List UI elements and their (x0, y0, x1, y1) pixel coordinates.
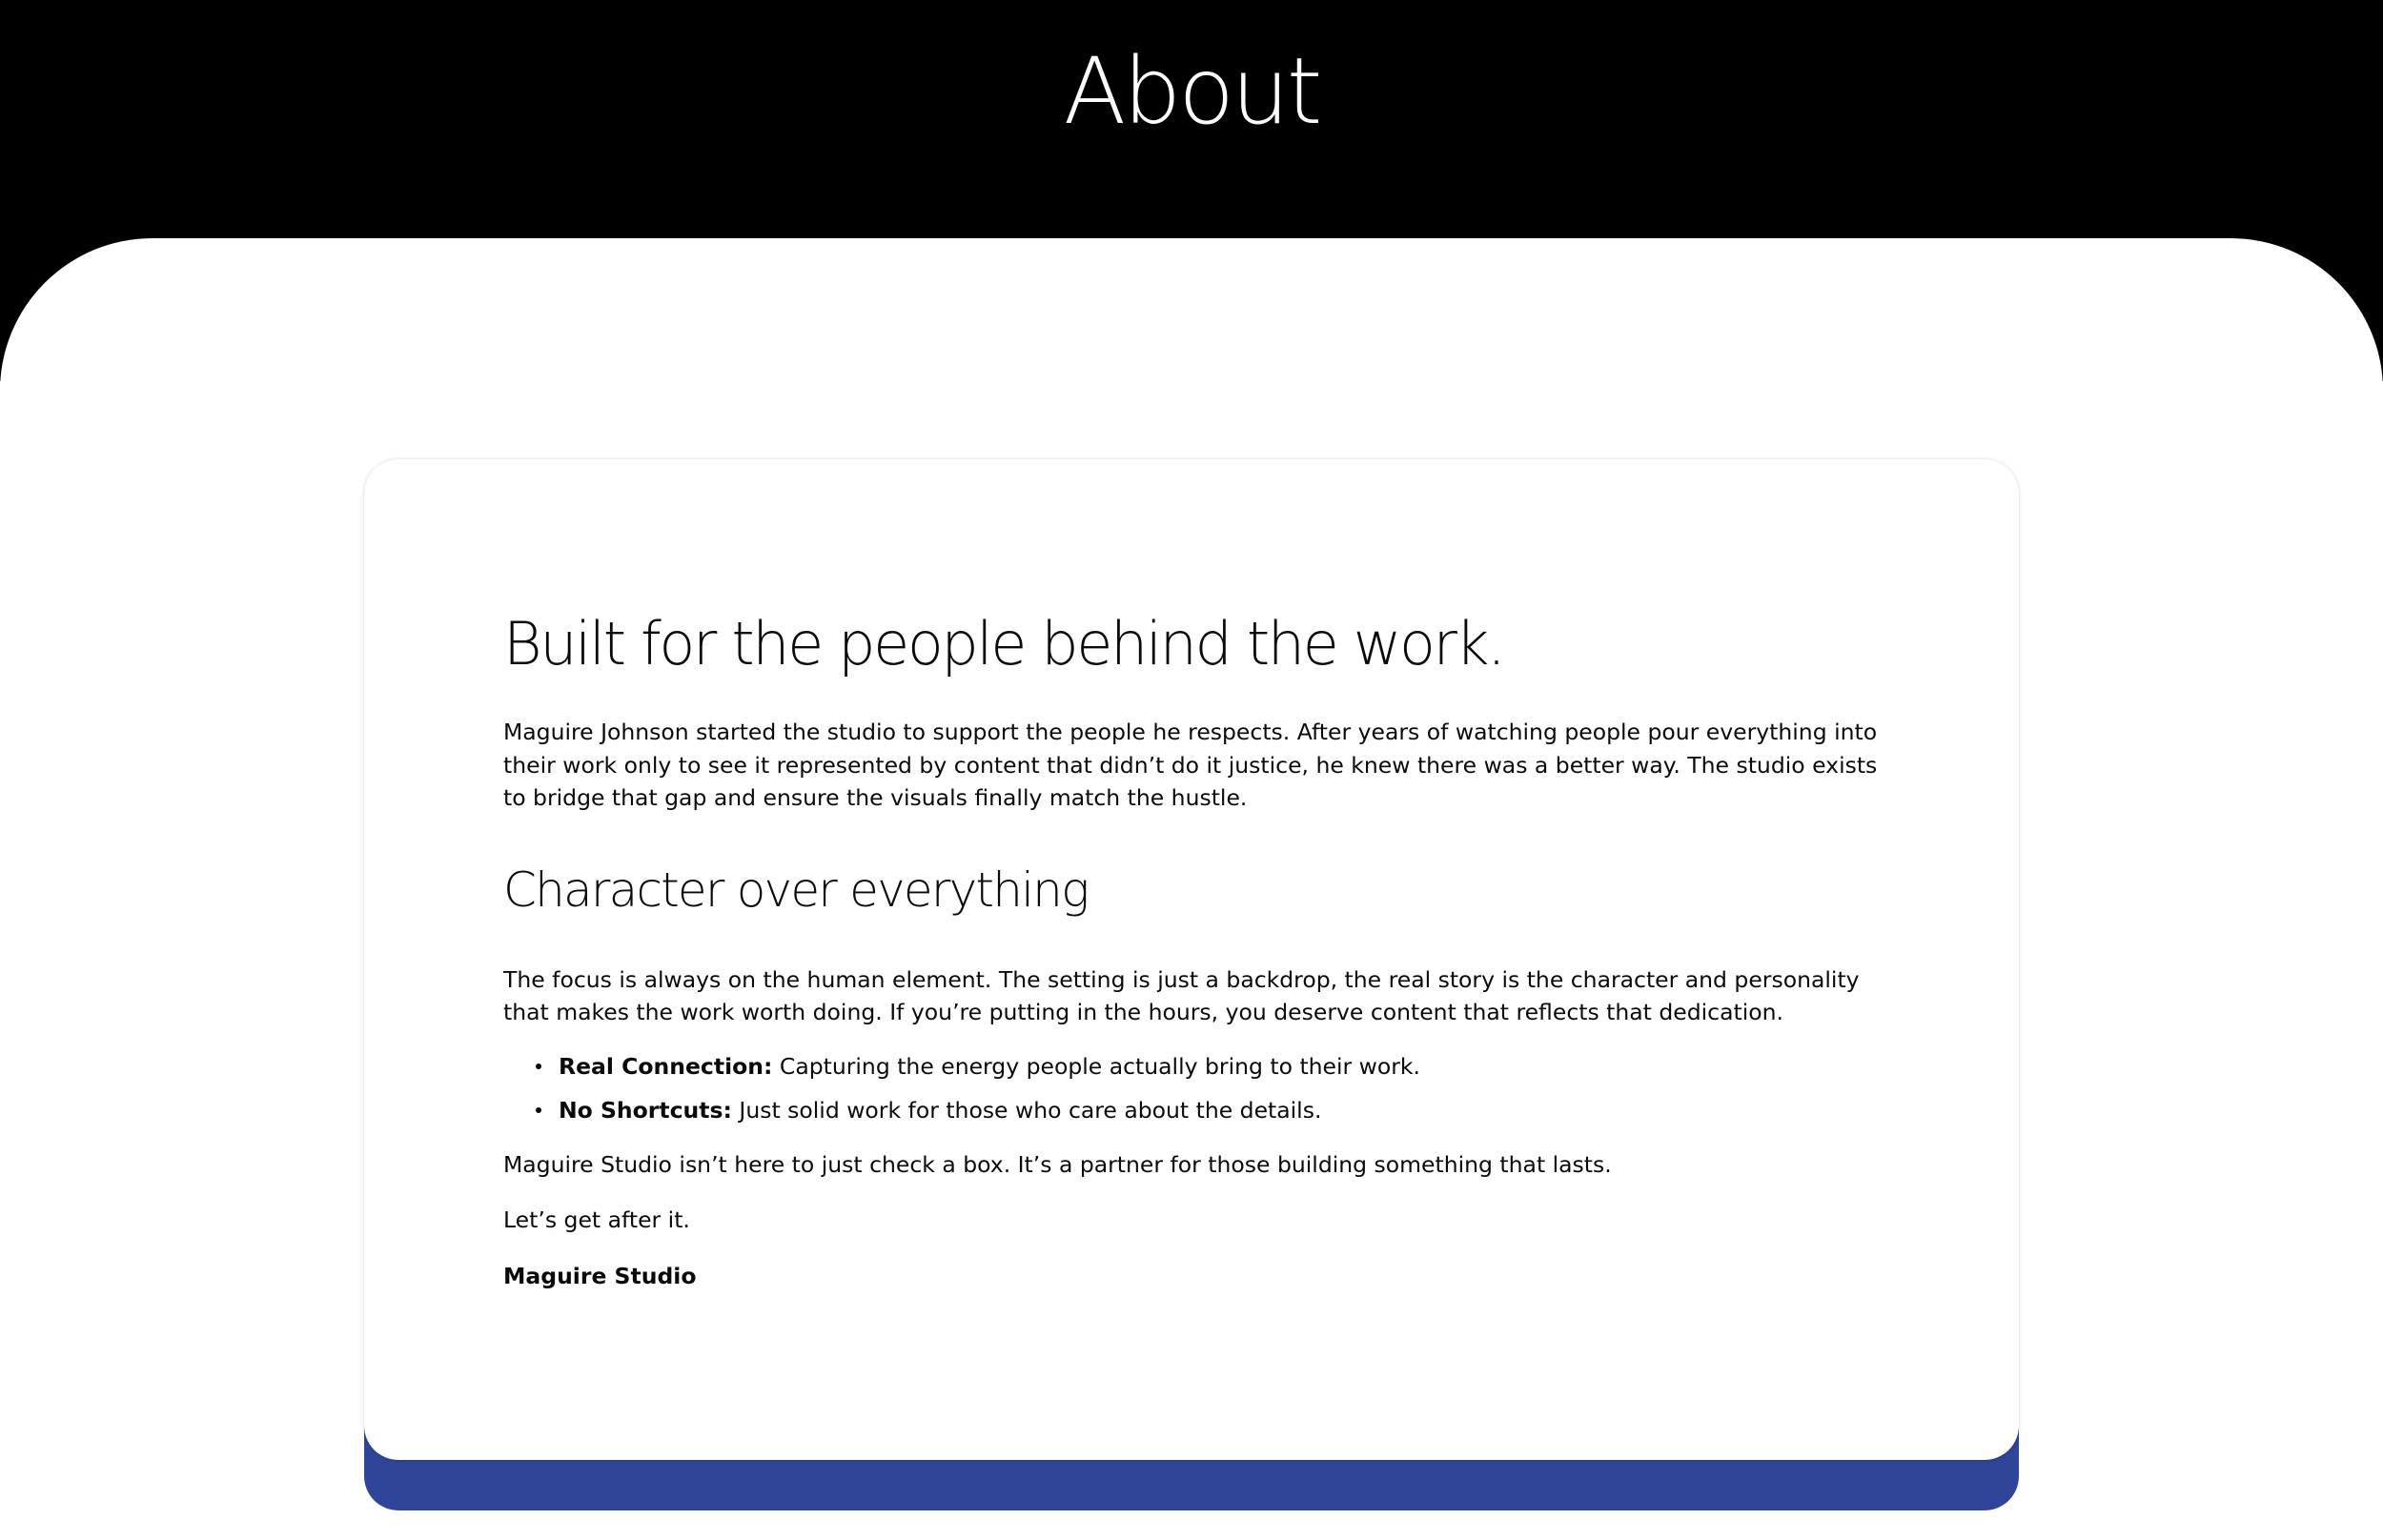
point-text: Just solid work for those who care about the details. (739, 1097, 1322, 1124)
list-item (559, 1050, 1880, 1084)
intro-paragraph: Maguire Johnson started the studio to support the people he respects. After years of watching people pour everything into their work only to see it represented by content that didn’t do it justice, he knew there was a better way. The studio exists to bridge that gap and ensure the visuals finally match the hustle. (503, 719, 1878, 811)
values-list (503, 1050, 1880, 1127)
signature: Maguire Studio (503, 1262, 697, 1289)
about-heading: Built for the people behind the work. (503, 609, 1504, 679)
partner-paragraph: Maguire Studio isn’t here to just check a box. It’s a partner for those building something that lasts. (503, 1150, 1612, 1178)
point-text: Capturing the energy people actually bring to their work. (779, 1052, 1421, 1080)
point-term: No Shortcuts: (559, 1097, 732, 1124)
about-card (364, 459, 2019, 1460)
focus-paragraph: The focus is always on the human element. The setting is just a backdrop, the real story is the character and personality that makes the work worth doing. If you’re putting in the hours, you deserve content that reflects that dedication. (503, 965, 1860, 1025)
page-title: About (1063, 38, 1320, 145)
bullet-icon (536, 1064, 541, 1069)
bullet-icon (536, 1107, 541, 1113)
point-term: Real Connection: (559, 1052, 773, 1080)
list-item (559, 1094, 1880, 1127)
character-subheading: Character over everything (503, 861, 1089, 918)
signoff-text: Let’s get after it. (503, 1206, 690, 1233)
